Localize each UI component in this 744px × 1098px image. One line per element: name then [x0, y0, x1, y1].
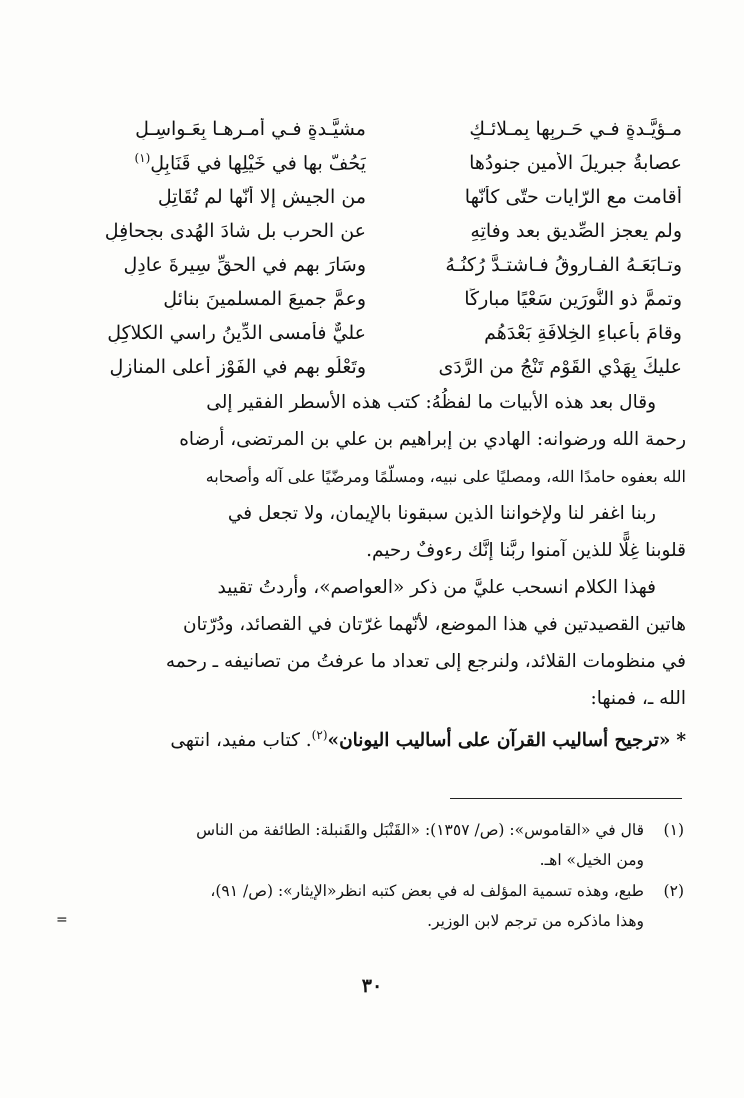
verse	[70, 248, 682, 282]
verse-second-hemistich: عن الحرب بل شادَ الهُدى بجحافِلِ	[104, 220, 366, 242]
paragraph-line: فهذا الكلام انسحب عليَّ من ذكر «العواصم»، وأردتُ تقييد	[217, 577, 656, 598]
paragraph-line: وقال بعد هذه الأبيات ما لفظُهُ: كتب هذه الأسطر الفقير إلى	[206, 392, 656, 413]
footnote-number: (١)	[663, 821, 684, 839]
verse	[70, 316, 682, 350]
paragraph-line: رحمة الله ورضوانه: الهادي بن إبراهيم بن علي بن المرتضى، أرضاه	[179, 429, 686, 450]
verse	[70, 112, 682, 146]
verse-first-hemistich: أقامت مع الرّايات حتّى كأنّها	[464, 186, 682, 208]
verse	[70, 214, 682, 248]
book-title: «ترجيح أساليب القرآن على أساليب اليونان»	[327, 730, 671, 752]
verse-second-hemistich: وتَعْلُو بهم في الفَوْزِ أعلى المنازِلِ	[109, 356, 366, 378]
verse-text: يَحُفّ بها في خَيْلِها في قَنَابِلِ	[150, 152, 366, 175]
verse	[70, 282, 682, 316]
footnote-line: وهذا ماذكره من ترجم لابن الوزير.	[427, 912, 644, 930]
footnote-separator	[450, 798, 682, 799]
footnote-line	[64, 876, 684, 906]
book-entry	[64, 717, 686, 759]
verse-second-hemistich: وسَارَ بهم في الحقِّ سِيرةَ عادِلِ	[123, 254, 366, 276]
body-text	[64, 384, 686, 759]
footnote-ref[interactable]: (٢)	[311, 728, 328, 742]
paragraph-line: الله ـ، فمنها:	[590, 688, 686, 709]
footnote-text: قال في «القاموس»: (ص/ ١٣٥٧): «القَنْبَل والقَنبلة: الطائفة من الناس	[196, 821, 644, 839]
verse-first-hemistich: عليكَ بِهَدْيِ القَوْمِ تَنْجُ من الرَّدَى	[438, 356, 682, 378]
verse	[70, 350, 682, 384]
paragraph-line: هاتين القصيدتين في هذا الموضع، لأنّهما غرّتان في القصائد، ودُرّتان	[182, 614, 686, 635]
footnote-number: (٢)	[663, 882, 684, 900]
poem	[70, 112, 682, 384]
footnote-text: طبع، وهذه تسمية المؤلف له في بعض كتبه انظر«الإيثار»: (ص/ ٩١)،	[210, 882, 644, 900]
footnote-ref[interactable]: (١)	[134, 151, 151, 166]
footnote	[64, 815, 684, 875]
verse-second-hemistich: من الجيشِ إلا أنّها لم تُقَاتِلِ	[157, 186, 366, 208]
page-number: ٣٠	[361, 975, 383, 997]
paragraph-line: الله بعفوه حامدًا الله، ومصليًا على نبيه، ومسلّمًا ومرضّيًا على آله وأصحابه	[205, 467, 686, 486]
footnote-line: ومن الخيل» اهـ.	[539, 851, 644, 869]
verse-first-hemistich: مـؤيَّـدةٍ فـي حَـربِها بِمـلائـكٍ	[469, 118, 682, 140]
verse-first-hemistich: وتممَّ ذو النُّورَينِ سَعْيًا مباركًا	[464, 288, 682, 310]
verse	[70, 180, 682, 214]
verse-second-hemistich: وعمَّ جميعَ المسلمينَ بنائلِ	[163, 288, 366, 310]
verse-second-hemistich: عليٌّ فأمسى الدِّينُ راسي الكلاكِلِ	[107, 322, 366, 344]
verse	[70, 146, 682, 180]
paragraph-line: في منظومات القلائد، ولنرجع إلى تعداد ما عرفتُ من تصانيفه ـ رحمه	[165, 651, 686, 672]
paragraph-line: ربنا اغفر لنا ولإخواننا الذين سبقونا بالإيمان، ولا تجعل في	[227, 503, 656, 524]
verse-second-hemistich: مشيَّـدةٍ فـي أمـرِهـا بِعَـواسِـلِ	[135, 118, 366, 140]
footnote-line	[64, 815, 684, 845]
verse-first-hemistich: ولم يعجز الصِّديق بعد وفاتِهِ	[470, 220, 682, 242]
verse-first-hemistich: عصابةُ جبريلَ الأمينِ جنودُها	[469, 152, 682, 174]
continuation-mark: =	[56, 912, 68, 928]
paragraph-line: قلوبنا غِلًّا للذين آمنوا ربَّنا إنَّك رءوفٌ رحيم.	[366, 540, 686, 561]
verse-second-hemistich	[70, 151, 366, 174]
verse-first-hemistich: وقامَ بأعباءِ الخِلافَةِ بَعْدَهُم	[484, 322, 682, 344]
bullet-star: *	[676, 730, 686, 752]
entry-text: . كتاب مفيد، انتهى	[170, 730, 312, 752]
verse-first-hemistich: وتـابَعَـهُ الفـاروقُ فـاشتـدَّ رُكنُـهُ	[445, 254, 682, 276]
footnote	[64, 876, 684, 936]
